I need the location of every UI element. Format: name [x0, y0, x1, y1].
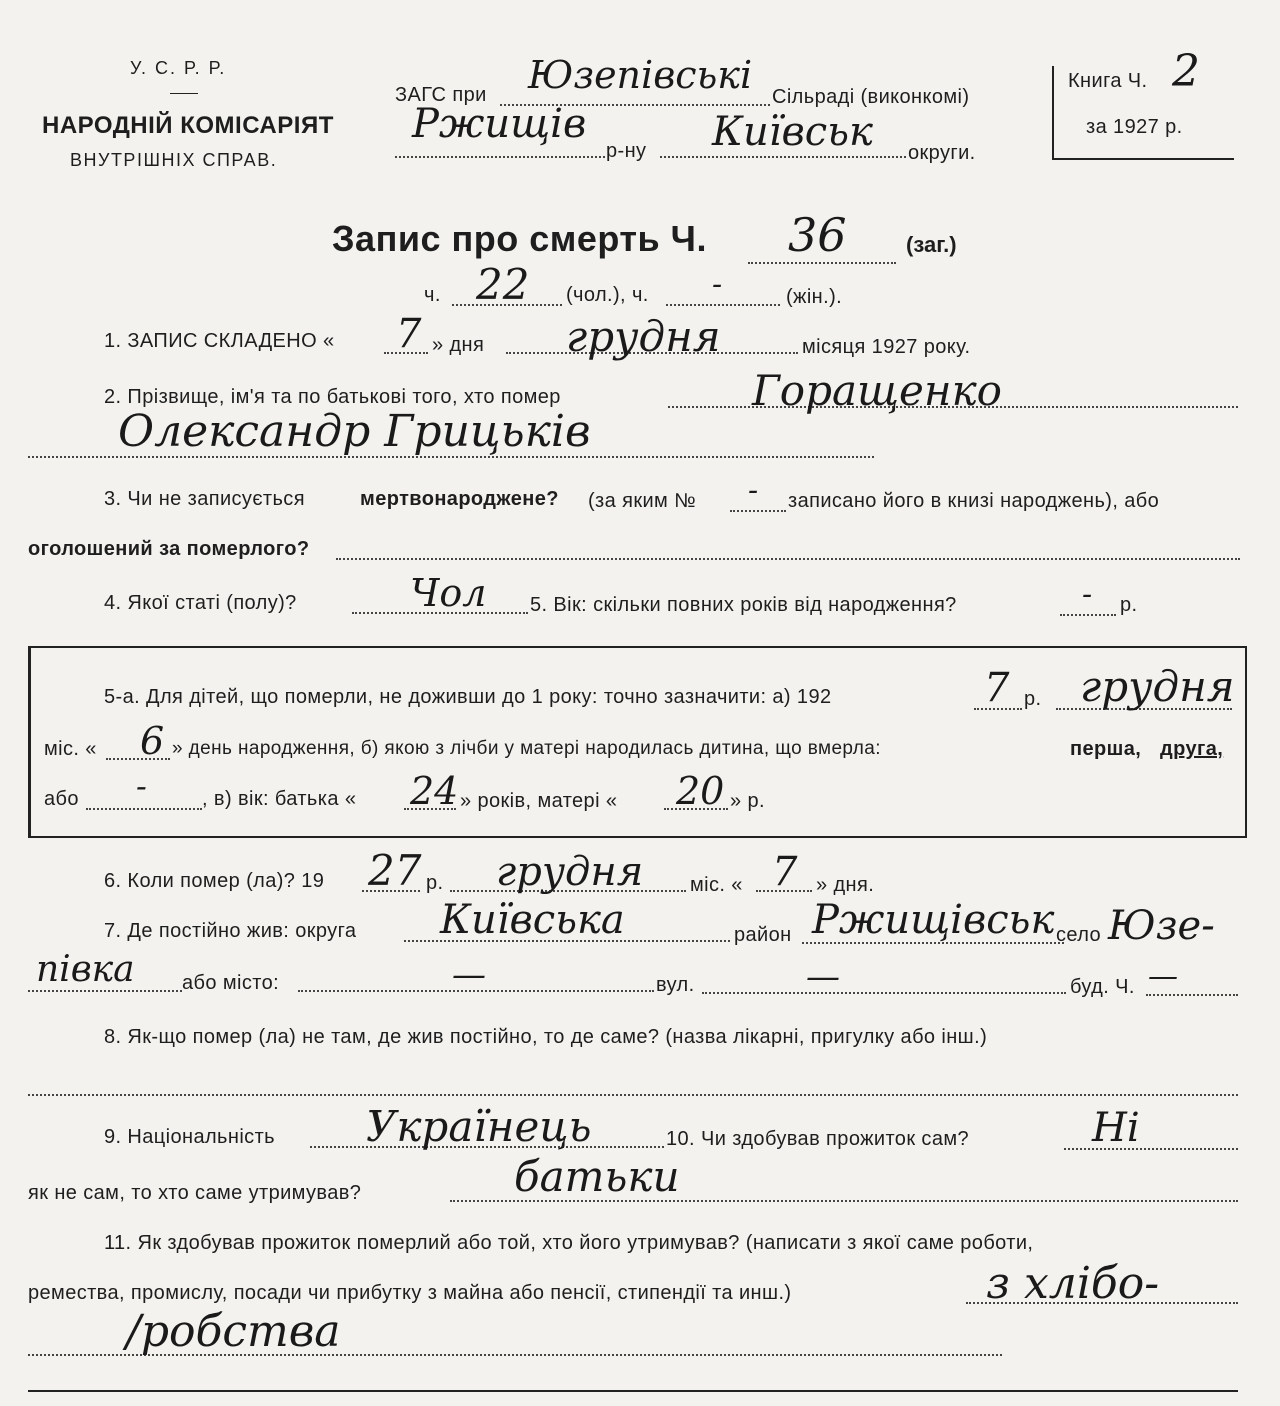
record-title: Запис про смерть Ч.	[332, 218, 707, 259]
f5a-first: перша,	[1070, 738, 1142, 760]
f7-label: 7. Де постійно жив: округа	[104, 920, 357, 942]
okruha-value: Київськ	[712, 109, 873, 155]
book-label: Книга Ч.	[1068, 70, 1148, 92]
f11-line1: 11. Як здобував прожиток померлий або той, хто його утримував? (написати з якої саме роботи,	[104, 1232, 1034, 1254]
record-number-fill	[748, 262, 896, 264]
internal-affairs-label: ВНУТРІШНІХ СПРАВ.	[70, 150, 278, 170]
okruha-label: округи.	[908, 142, 976, 164]
f5a-year: 7	[984, 665, 1010, 711]
female-label: (жін.).	[786, 286, 843, 308]
f5a-abo: або	[44, 788, 79, 810]
zags-label: ЗАГС при	[395, 84, 487, 106]
f8-fill	[28, 1094, 1238, 1096]
f5-value: -	[1082, 577, 1093, 612]
f5a-line1: 5-а. Для дітей, що померли, не доживши до 1 року: точно зазначити: а) 192	[104, 686, 832, 708]
ussr-label: У. С. Р. Р.	[130, 58, 227, 78]
f5a-end: » р.	[730, 790, 765, 812]
record-number: 36	[788, 208, 847, 262]
record-total-label: (заг.)	[906, 232, 957, 257]
f5-value-fill	[1060, 614, 1116, 616]
f10-value2: батьки	[514, 1152, 680, 1201]
f5a-other-fill	[86, 808, 202, 810]
f7-vul-label: вул.	[656, 974, 695, 996]
f4-value: Чол	[410, 571, 487, 615]
female-number-fill	[666, 304, 780, 306]
f7-bud-label: буд. Ч.	[1070, 976, 1135, 998]
male-number: 22	[476, 260, 530, 309]
f5-unit: р.	[1120, 594, 1138, 616]
raion-value: Ржищів	[412, 101, 587, 147]
f7-selo-label: село	[1056, 924, 1102, 946]
f7-selo-cont: півка	[36, 949, 135, 990]
f7-okruha: Київська	[440, 897, 625, 943]
f5a-r: р.	[1024, 688, 1042, 710]
f5a-mid: » день народження, б) якою з лічби у матері народилась дитина, що вмерла:	[172, 738, 881, 759]
raion-label: р-ну	[606, 140, 647, 162]
f7-vul-fill	[702, 992, 1066, 994]
zags-value: Юзепівські	[528, 53, 753, 97]
f7-bud: —	[1148, 959, 1178, 994]
f1-tail: місяця 1927 року.	[802, 336, 971, 358]
f5a-mis: міс. «	[44, 738, 97, 760]
f6-day: 7	[772, 849, 798, 895]
silrada-label: Сільраді (виконкомі)	[772, 86, 970, 108]
raion-fill	[395, 156, 605, 158]
f11-value2: /робства	[126, 1306, 341, 1357]
f5a-second: друга,	[1160, 738, 1224, 760]
f10-fill	[1064, 1148, 1238, 1150]
f5a-mother: 20	[676, 769, 725, 813]
f1-label: 1. ЗАПИС СКЛАДЕНО «	[104, 330, 335, 352]
f3-tail: записано його в книзі народжень), або	[788, 490, 1160, 512]
f10-label: 10. Чи здобував прожиток сам?	[666, 1128, 970, 1150]
header-divider	[170, 93, 198, 94]
f5-label: 5. Вік: скільки повних років від народження?	[530, 594, 957, 616]
okruha-fill	[660, 156, 906, 158]
f7-raion-label: район	[734, 924, 792, 946]
f5a-mother-label: » років, матері «	[460, 790, 618, 812]
f3-value: -	[748, 473, 759, 508]
female-number: -	[712, 267, 723, 302]
f2-name: Олександр Грицьків	[118, 406, 591, 457]
f3-value-fill	[730, 510, 786, 512]
f6-mis: міс. «	[690, 874, 743, 896]
f5a-other: -	[136, 767, 147, 805]
f7-selo: Юзе-	[1108, 903, 1215, 949]
f2-surname: Горащенко	[752, 366, 1002, 415]
book-box-bottom	[1052, 158, 1234, 160]
book-year: за 1927 р.	[1086, 116, 1183, 138]
f9-label: 9. Національність	[104, 1126, 275, 1148]
f3-line2: оголошений за померлого?	[28, 538, 310, 560]
f5a-month: грудня	[1080, 662, 1235, 711]
male-label: (чол.), ч.	[566, 284, 649, 306]
f7-misto: —	[452, 955, 486, 995]
male-ch-label: ч.	[424, 284, 441, 306]
commissariat-title: НАРОДНІЙ КОМІСАРІЯТ	[42, 112, 334, 139]
f2-label: 2. Прізвище, ім'я та по батькові того, хто помер	[104, 386, 561, 408]
f3-mid: (за яким №	[588, 490, 697, 512]
f1-month: грудня	[566, 312, 721, 361]
book-number: 2	[1172, 46, 1200, 97]
f11-line2: ремества, промислу, посади чи прибутку з майна або пенсії, стипендії та инш.)	[28, 1282, 792, 1304]
f7-selo-cont-fill	[28, 990, 182, 992]
f4-label: 4. Якої статі (полу)?	[104, 592, 297, 614]
f1-day-suffix: » дня	[432, 334, 485, 356]
f7-misto-label: або місто:	[182, 972, 280, 994]
f7-bud-fill	[1146, 994, 1238, 996]
f6-month: грудня	[496, 849, 644, 895]
f6-r: р.	[426, 872, 444, 894]
f7-vul: —	[806, 957, 840, 997]
bottom-rule	[28, 1390, 1238, 1392]
f5a-day: 6	[140, 719, 165, 763]
f10-line2: як не сам, то хто саме утримував?	[28, 1182, 362, 1204]
f3-label: 3. Чи не записується	[104, 488, 305, 510]
f6-year: 27	[368, 846, 422, 895]
f5a-age: , в) вік: батька «	[202, 788, 357, 810]
f8-label: 8. Як-що помер (ла) не там, де жив постійно, то де саме? (назва лікарні, пригулку або інш.)	[104, 1026, 988, 1048]
f7-raion: Ржищівськ	[812, 897, 1055, 943]
f5a-father: 24	[410, 769, 459, 813]
f3-line2-fill	[336, 558, 1240, 560]
f10-value: Ні	[1092, 1105, 1140, 1151]
f6-end: » дня.	[816, 874, 875, 896]
f6-label: 6. Коли помер (ла)? 19	[104, 870, 325, 892]
book-box-left	[1052, 66, 1054, 160]
f1-day: 7	[396, 311, 422, 357]
f11-value1: з хлібо-	[986, 1258, 1160, 1309]
f9-value: Українець	[366, 1102, 592, 1151]
f3-bold: мертвонароджене?	[360, 488, 559, 510]
